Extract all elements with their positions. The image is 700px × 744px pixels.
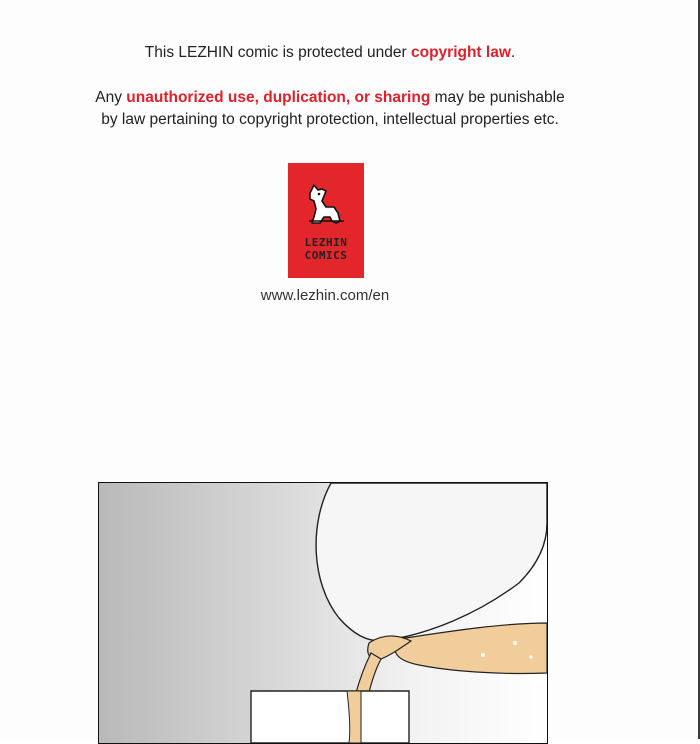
- dog-icon: [288, 163, 364, 233]
- logo-text-lezhin: LEZHIN: [304, 236, 348, 249]
- droplet: [481, 653, 485, 657]
- glass: [251, 691, 409, 743]
- notice-text: This LEZHIN comic is protected under: [144, 44, 411, 61]
- logo-text-comics: COMICS: [304, 249, 348, 262]
- notice-line-3: by law pertaining to copyright protection, intellectual properties etc.: [101, 111, 559, 128]
- lezhin-url: www.lezhin.com/en: [260, 287, 390, 304]
- notice-text: Any: [95, 89, 127, 106]
- unauthorized-use-highlight: unauthorized use, duplication, or sharing: [126, 89, 431, 106]
- droplet: [513, 641, 517, 645]
- copyright-notice-paragraph: [0, 87, 660, 131]
- lezhin-logo: [288, 163, 364, 278]
- pitcher: [316, 483, 547, 641]
- droplet: [529, 655, 532, 658]
- copyright-notice-line-1: [0, 42, 660, 64]
- notice-text: .: [510, 44, 516, 61]
- notice-line-2: [0, 87, 660, 109]
- copyright-law-highlight: copyright law: [410, 44, 511, 61]
- notice-text: may be punishable: [430, 89, 565, 106]
- pouring-juice-illustration: [99, 483, 547, 743]
- comic-panel: [98, 482, 548, 744]
